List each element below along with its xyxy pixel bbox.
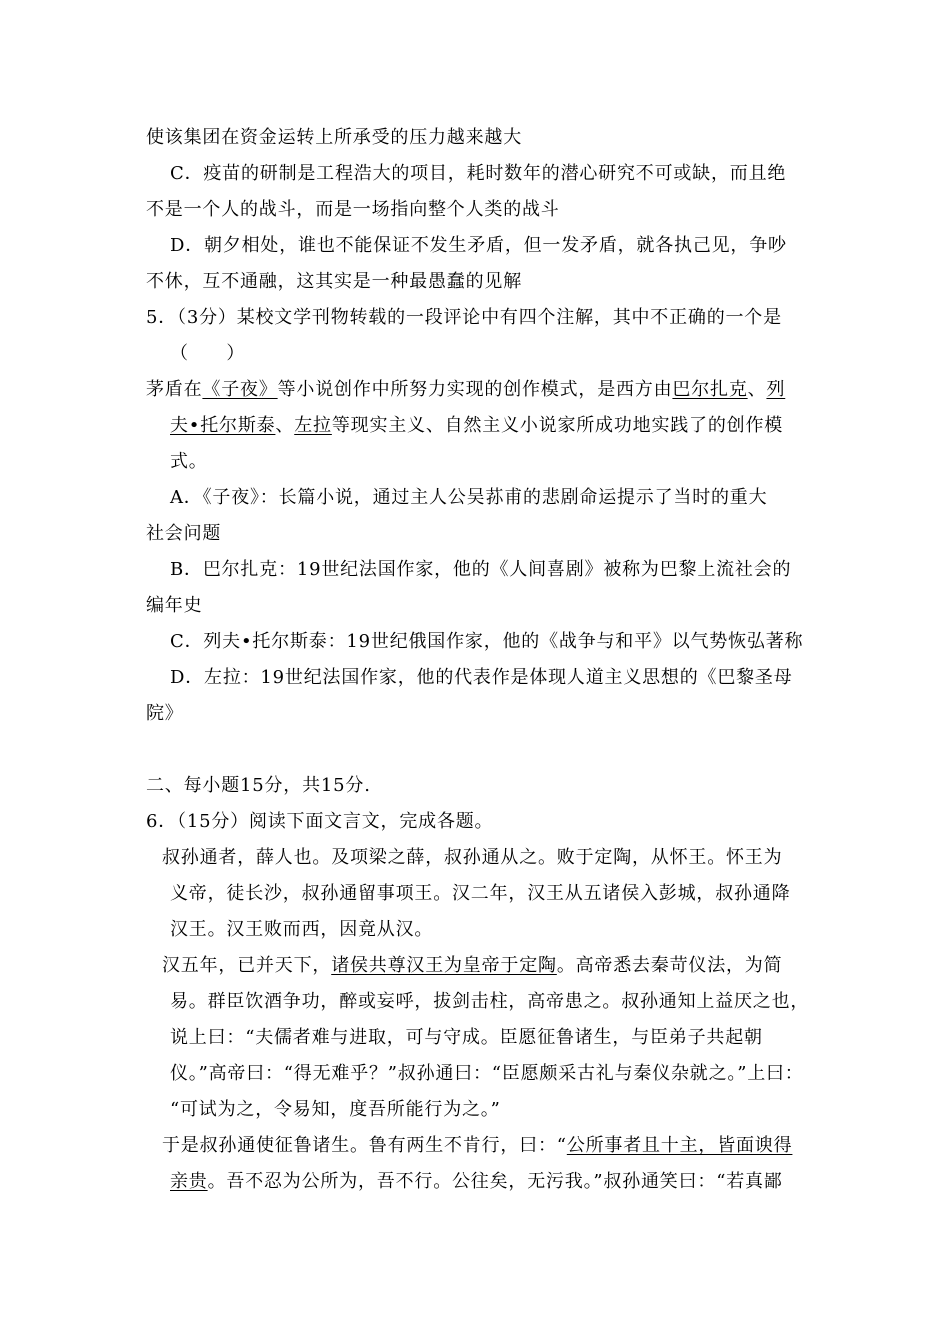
q5-passage-line3: 式。 [170, 451, 208, 472]
q4-option-b-continuation: 使该集团在资金运转上所承受的压力越来越大 [146, 127, 522, 148]
q5-option-a-line2: 社会问题 [146, 523, 222, 544]
passage-text: 。高帝悉去秦苛仪法，为简 [556, 955, 783, 976]
q4-option-d-line2: 不休，互不通融，这其实是一种最愚蠢的见解 [146, 271, 522, 292]
q5-option-a-line1: A．《子夜》：长篇小说，通过主人公吴荪甫的悲剧命运提示了当时的重大 [170, 487, 768, 508]
q5-option-d-line2: 院》 [146, 703, 184, 724]
underlined-term-zola: 左拉 [294, 415, 332, 436]
q6-para2-line1 [162, 954, 782, 978]
q5-passage-line1 [146, 378, 785, 402]
q4-option-d-line1: D．朝夕相处，谁也不能保证不发生矛盾，但一发矛盾，就各执己见，争吵 [170, 235, 787, 256]
q6-para1-line3: 汉王。汉王败而西，因竟从汉。 [170, 919, 434, 940]
q6-stem: 6．（15分）阅读下面文言文，完成各题。 [146, 811, 494, 832]
q6-para3-line1 [162, 1134, 792, 1158]
passage-text: 、 [275, 415, 295, 436]
underlined-term-balzac: 巴尔扎克 [672, 379, 748, 400]
passage-text: 茅盾在 [146, 379, 203, 400]
underlined-term-ziye: 《子夜》 [202, 379, 278, 400]
underlined-term-tolstoy-part2: 夫•托尔斯泰 [170, 415, 276, 436]
passage-text: 。吾不忍为公所为，吾不行。公往矣，无污我。”叔孙通笑曰：“若真鄙 [207, 1171, 783, 1192]
passage-text: 汉五年，已并天下， [162, 955, 332, 976]
q6-para2-line2: 易。群臣饮酒争功，醉或妄呼，拔剑击柱，高帝患之。叔孙通知上益厌之也， [170, 991, 810, 1012]
section-heading: 二、每小题15分，共15分. [146, 775, 371, 796]
q6-para1-line2: 义帝，徒长沙，叔孙通留事项王。汉二年，汉王从五诸侯入彭城，叔孙通降 [170, 883, 791, 904]
passage-text: 于是叔孙通使征鲁诸生。鲁有两生不肯行，曰：“ [162, 1135, 567, 1156]
q6-para3-line2 [170, 1170, 783, 1194]
q4-option-c-line1: C．疫苗的研制是工程浩大的项目，耗时数年的潜心研究不可或缺，而且绝 [170, 163, 787, 184]
q6-para2-line4: 仪。”高帝曰：“得无难乎？”叔孙通曰：“臣愿颇采古礼与秦仪杂就之。”上曰： [170, 1063, 804, 1084]
q5-option-b-line1: B．巴尔扎克：19世纪法国作家，他的《人间喜剧》被称为巴黎上流社会的 [170, 559, 792, 580]
q6-para2-line3: 说上曰：“夫儒者难与进取，可与守成。臣愿征鲁诸生，与臣弟子共起朝 [170, 1027, 763, 1048]
q5-passage-line2 [170, 414, 783, 438]
q5-answer-paren: （ ） [170, 343, 246, 364]
q5-option-c-line1: C．列夫•托尔斯泰：19世纪俄国作家，他的《战争与和平》以气势恢弘著称 [170, 631, 804, 652]
underlined-sentence-1: 诸侯共尊汉王为皇帝于定陶 [331, 955, 557, 976]
underlined-term-tolstoy-part1: 列 [766, 379, 786, 400]
q5-option-d-line1: D．左拉：19世纪法国作家，他的代表作是体现人道主义思想的《巴黎圣母 [170, 667, 793, 688]
passage-text: 等小说创作中所努力实现的创作模式，是西方由 [277, 379, 673, 400]
passage-text: 等现实主义、自然主义小说家所成功地实践了的创作模 [331, 415, 784, 436]
q5-stem: 5．（3分）某校文学刊物转载的一段评论中有四个注解，其中不正确的一个是 [146, 307, 782, 328]
underlined-sentence-2: 公所事者且十主，皆面谀得 [566, 1135, 793, 1156]
underlined-sentence-2-cont: 亲贵 [170, 1171, 208, 1192]
q6-para1-line1: 叔孙通者，薛人也。及项梁之薛，叔孙通从之。败于定陶，从怀王。怀王为 [162, 847, 783, 868]
q6-para2-line5: “可试为之，令易知，度吾所能行为之。” [170, 1099, 501, 1120]
q4-option-c-line2: 不是一个人的战斗，而是一场指向整个人类的战斗 [146, 199, 560, 220]
q5-option-b-line2: 编年史 [146, 595, 203, 616]
passage-text: 、 [747, 379, 767, 400]
